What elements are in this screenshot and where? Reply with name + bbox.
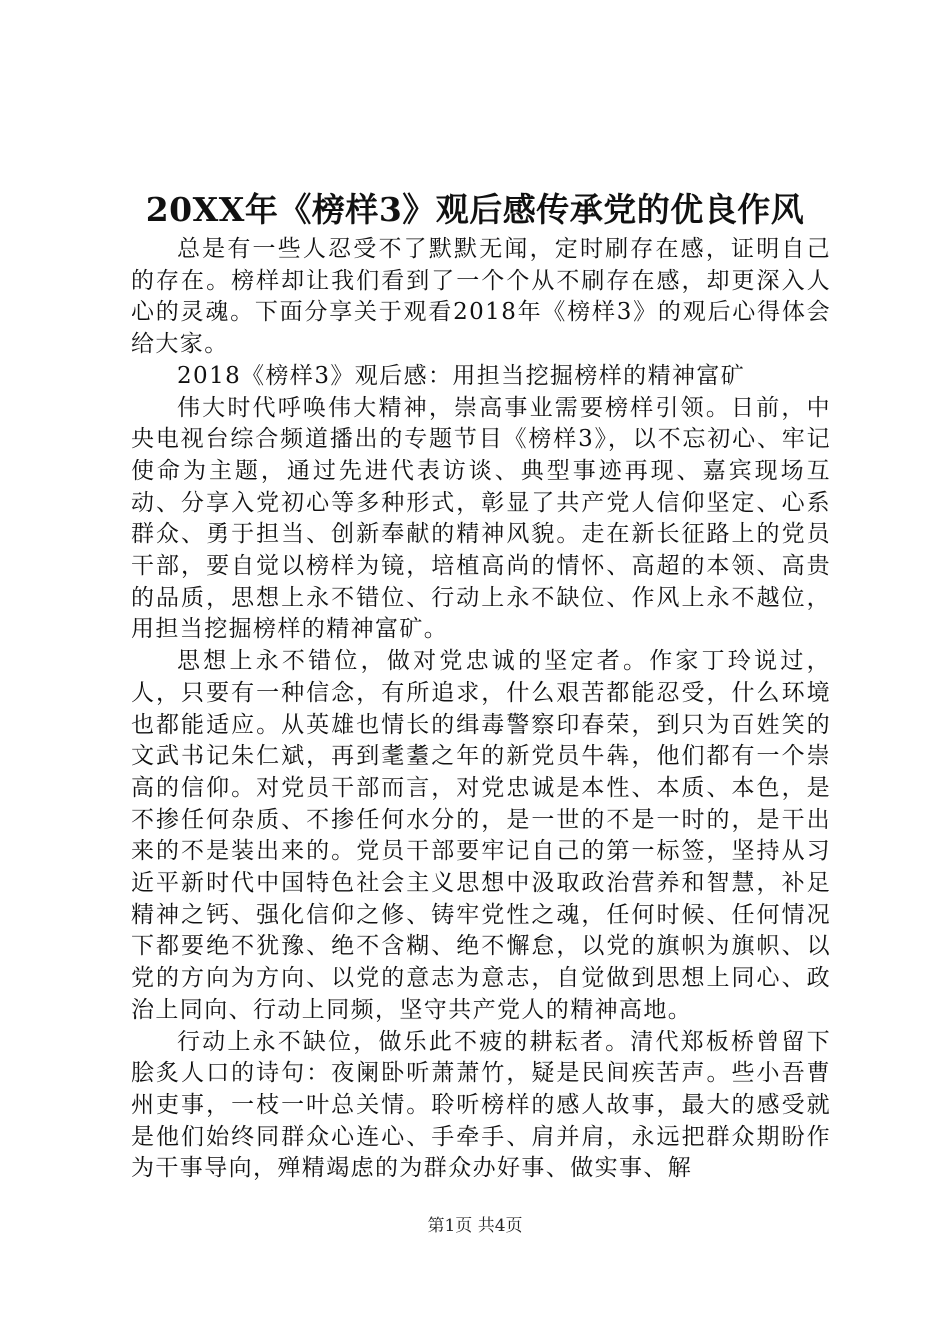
document-title: 20XX年《榜样3》观后感传承党的优良作风 [145,190,805,229]
page-number-footer: 第1页 共4页 [427,1216,523,1236]
body-paragraph: 伟大时代呼唤伟大精神，崇高事业需要榜样引领。日前，中央电视台综合频道播出的专题节目《榜样3》，以不忘初心、牢记使命为主题，通过先进代表访谈、典型事迹再现、嘉宾现场互动、分享入党初心等多种形式，彰显了共产党人信仰坚定、心系群众、勇于担当、创新奉献的精神风貌。走在新长征路上的党员干部，要自觉以榜样为镜，培植高尚的情怀、高超的本领、高贵的品质，思想上永不错位、行动上永不缺位、作风上永不越位，用担当挖掘榜样的精神富矿。 [131,394,831,643]
section-subheading: 2018《榜样3》观后感：用担当挖掘榜样的精神富矿 [177,362,746,389]
intro-paragraph: 总是有一些人忍受不了默默无闻，定时刷存在感，证明自己的存在。榜样却让我们看到了一个个从不刷存在感，却更深入人心的灵魂。下面分享关于观看2018年《榜样3》的观后心得体会给大家。 [131,236,831,358]
body-paragraph: 思想上永不错位，做对党忠诚的坚定者。作家丁玲说过，人，只要有一种信念，有所追求，什么艰苦都能忍受，什么环境也都能适应。从英雄也情长的缉毒警察印春荣，到只为百姓笑的文武书记朱仁斌，再到耄耋之年的新党员牛犇，他们都有一个崇高的信仰。对党员干部而言，对党忠诚是本性、本质、本色，是不掺任何杂质、不掺任何水分的，是一世的不是一时的，是干出来的不是装出来的。党员干部要牢记自己的第一标签，坚持从习近平新时代中国特色社会主义思想中汲取政治营养和智慧，补足精神之钙、强化信仰之修、铸牢党性之魂，任何时候、任何情况下都要绝不犹豫、绝不含糊、绝不懈怠，以党的旗帜为旗帜、以党的方向为方向、以党的意志为意志，自觉做到思想上同心、政治上同向、行动上同频，坚守共产党人的精神高地。 [131,648,831,1023]
body-paragraph: 行动上永不缺位，做乐此不疲的耕耘者。清代郑板桥曾留下脍炙人口的诗句：夜阑卧听萧萧竹，疑是民间疾苦声。些小吾曹州吏事，一枝一叶总关情。聆听榜样的感人故事，最大的感受就是他们始终同群众心连心、手牵手、肩并肩，永远把群众期盼作为干事导向，殚精竭虑的为群众办好事、做实事、解 [131,1028,831,1182]
document-body [131,234,831,1185]
